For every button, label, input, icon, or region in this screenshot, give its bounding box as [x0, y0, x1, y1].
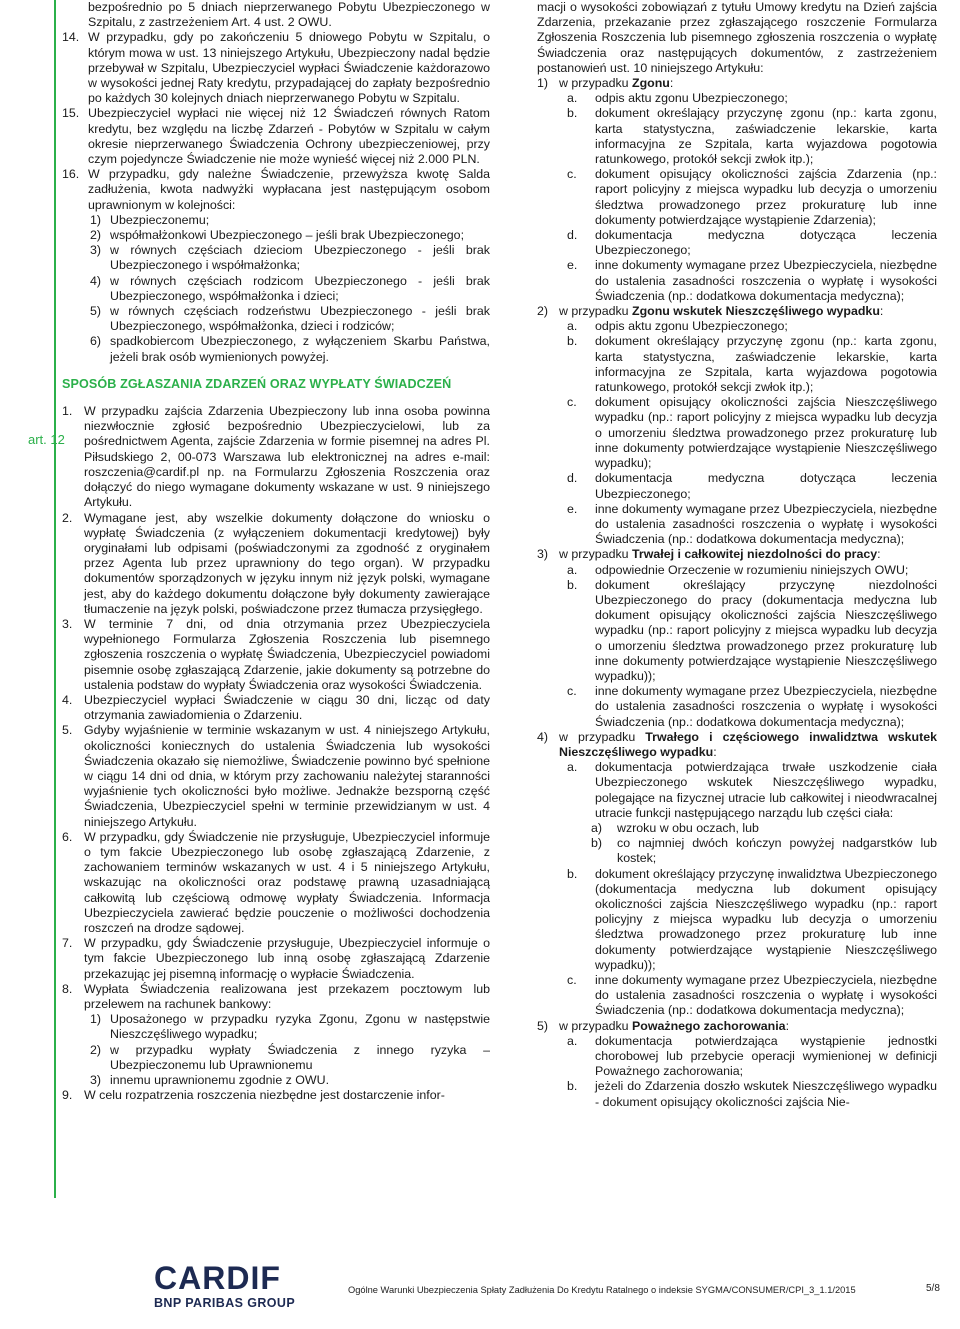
list-item: c. dokument opisujący okoliczności zajścia Nieszczęśliwego wypadku (np.: raport policyjny z miejsca wypadku lub decyzja o umorzeniu śledztwa prowadzonego przez prokuraturę lub inne dokumenty potwierdzające wystąpienie Nieszczęśliwego wypadku); [567, 395, 937, 471]
case-permanent-disability: 3) w przypadku Trwałej i całkowitej niezdolności do pracy: [537, 547, 881, 562]
section-heading: SPOSÓB ZGŁASZANIA ZDARZEŃ ORAZ WYPŁATY ŚWIADCZEŃ [62, 376, 452, 391]
case-partial-invalidity: 4) w przypadku Trwałego i częściowego inwalidztwa wskutek Nieszczęśliwego wypadku: [537, 729, 937, 759]
list-item: c. inne dokumenty wymagane przez Ubezpieczyciela, niezbędne do ustalenia zasadności roszczenia o wypłatę i wysokości Świadczenia (np.: dodatkowa dokumentacja medyczna); [567, 684, 937, 729]
paragraph-s1: 1. W przypadku zajścia Zdarzenia Ubezpieczony lub inna osoba powinna niezwłocznie zgłosić bezpośrednio Ubezpieczycielowi, lub za pośrednictwem Agenta, zajście Zdarzenia w formie pisemnej na adres Pl. Piłsudskiego 2, 00-073 Warszawa lub elektronicznej na adres e-mail: roszczenia@cardif.pl np. na Formularzu Zgłoszenia Roszczenia oraz dołączyć do niego wymagane dokumenty wskazane w ust. 9 niniejszego Artykułu. [62, 404, 490, 510]
article-margin-bar [54, 0, 56, 1198]
paragraph-s4: 4. Ubezpieczyciel wypłaci Świadczenie w ciągu 30 dni, licząc od daty otrzymania zawiadomienia o Zdarzeniu. [62, 692, 490, 723]
paragraph-14: 14. W przypadku, gdy po zakończeniu 5 dniowego Pobytu w Szpitalu, o którym mowa w ust. 13 niniejszego Artykułu, Ubezpieczony nadal będzie przebywał w Szpitalu, Ubezpieczyciel wypłaci Świadczenie każdorazowo w wysokości jednej Raty kredytu, przypadającej do zapłaty bezpośrednio po każdych 30 kolejnych dniach nieprzerwanego Pobytu w Szpitalu. [62, 30, 490, 106]
page-number: 5/8 [926, 1283, 940, 1294]
list-item: 1) Uposażonego w przypadku ryzyka Zgonu, Zgonu w następstwie Nieszczęśliwego wypadku; [90, 1012, 490, 1042]
list-item: a. odpis aktu zgonu Ubezpieczonego; [567, 91, 788, 106]
beneficiary-list [62, 213, 490, 365]
list-item: 4) w równych częściach rodzicom Ubezpieczonego - jeśli brak Ubezpieczonego, współmałżonka i dzieci; [90, 273, 490, 303]
list-item: e. inne dokumenty wymagane przez Ubezpieczyciela, niezbędne do ustalenia zasadności roszczenia o wypłatę i wysokości Świadczenia (np.: dodatkowa dokumentacja medyczna); [567, 501, 937, 547]
list-item: 3) innemu uprawnionemu zgodnie z OWU. [90, 1073, 330, 1088]
paragraph-s8: 8. Wypłata Świadczenia realizowana jest przekazem pocztowym lub przelewem na rachunek bankowy: [62, 981, 490, 1011]
case-permanent-disability-documents [537, 563, 937, 730]
case-serious-illness: 5) w przypadku Poważnego zachorowania: [537, 1018, 790, 1033]
cardif-logo: CARDIF BNP PARIBAS GROUP [154, 1260, 296, 1310]
list-item: e. inne dokumenty wymagane przez Ubezpieczyciela, niezbędne do ustalenia zasadności roszczenia o wypłatę i wysokości Świadczenia (np.: dodatkowa dokumentacja medyczna); [567, 258, 937, 303]
paragraph-13-continuation: bezpośrednio po 5 dniach nieprzerwanego Pobytu Ubezpieczonego w Szpitalu, z zastrzeżeniem Art. 4 ust. 2 OWU. [88, 0, 490, 30]
list-item: 5) w równych częściach rodzeństwu Ubezpieczonego - jeśli brak Ubezpieczonego, współmałżonka, dzieci i rodziców; [90, 304, 490, 334]
list-item: b. dokument określający przyczynę zgonu (np.: karta zgonu, karta statystyczna, zaświadczenie lekarskie, karta informacyjna ze Szpitala, karta wyjazdowa pogotowia ratunkowego, protokół sekcji zwłok itp.); [567, 334, 937, 395]
case-serious-illness-documents [537, 1034, 937, 1110]
left-column [62, 0, 490, 1103]
paragraph-s2: 2. Wymagane jest, aby wszelkie dokumenty dołączone do wniosku o wypłatę Świadczenia (z wyłączeniem dokumentacji kredytowej) były oryginałami lub odpisami (poświadczonymi za zgodność z oryginałem przez Agenta lub przez uprawniony do tego organ). W przypadku dokumentów sporządzonych w języku innym niż język polski, wymagane jest, aby do każdego dokumentu dołączone były dokumenty zawierające tłumaczenie na język polski, poświadczone przez tłumacza przysięgłego. [62, 510, 490, 616]
list-item: b. dokument określający przyczynę zgonu (np.: karta zgonu, karta statystyczna, zaświadczenie lekarskie, karta informacyjna ze Szpitala, karta wyjazdowa pogotowia ratunkowego, protokół sekcji zwłok itp.); [567, 106, 937, 167]
document-footer-title: Ogólne Warunki Ubezpieczenia Spłaty Zadłużenia Do Kredytu Ratalnego o indeksie SYGMA/CONSUMER/CPI_3_1.1/2015 [348, 1285, 856, 1295]
paragraph-s6: 6. W przypadku, gdy Świadczenie nie przysługuje, Ubezpieczyciel informuje o tym fakcie Ubezpieczonego lub osobę zgłaszającą Zdarzenie, z zachowaniem terminów wskazanych w ust. 4 i 5 niniejszego Artykułu, wskazując na okoliczności oraz podstawę prawną uzasadniającą całkowitą lub częściową odmowę wypłaty Świadczenia. Informacja Ubezpieczyciela zawierać będzie pouczenie o możliwości dochodzenia roszczeń na drodze sądowej. [62, 829, 490, 935]
list-item: 2) współmałżonkowi Ubezpieczonego – jeśli brak Ubezpieczonego; [90, 228, 465, 243]
paragraph-s7: 7. W przypadku, gdy Świadczenie przysługuje, Ubezpieczyciel informuje o tym fakcie Ubezpieczonego lub inną osobę zgłaszającą Zdarzenie przekazując jej pisemną informację o wypłacie Świadczenia. [62, 936, 490, 981]
list-item: b. jeżeli do Zdarzenia doszło wskutek Nieszczęśliwego wypadku - dokument opisujący okoliczności zajścia Nie- [567, 1079, 937, 1109]
case-partial-invalidity-item-b: b. dokument określający przyczynę inwalidztwa Ubezpieczonego (dokumentacja medyczna lub dokument opisujący okoliczności zajścia Nieszczęśliwego wypadku (np.: raport policyjny z miejsca wypadku lub decyzja o umorzeniu śledztwa prowadzonego przez prokuraturę lub inne dokumenty potwierdzające wystąpienie Nieszczęśliwego wypadku)); [567, 866, 937, 972]
list-item: a. odpis aktu zgonu Ubezpieczonego; [567, 319, 788, 334]
case-death: 1) w przypadku Zgonu: [537, 76, 674, 91]
case-accidental-death-documents [537, 319, 937, 547]
paragraph-s3: 3. W terminie 7 dni, od dnia otrzymania przez Ubezpieczyciela wypełnionego Formularza Zgłoszenia Roszczenia lub pisemnego zgłoszenia roszczenia o wypłatę Świadczenia, Ubezpieczyciel powiadomi pisemnie osobę zgłaszającą Zdarzenie, jakie dokumenty są potrzebne do ustalenia podstaw do wypłaty Świadczenia oraz wysokości Świadczenia. [62, 616, 490, 692]
case-partial-invalidity-item-a: a. dokumentacja potwierdzająca trwałe uszkodzenie ciała Ubezpieczonego wskutek Nieszczęśliwego wypadku, polegające na fizycznej utracie lub całkowitej i nieodwracalnej utracie funkcji następującego narządu lub części ciała: [567, 760, 937, 820]
list-item: d. dokumentacja medyczna dotycząca leczenia Ubezpieczonego; [567, 471, 937, 501]
paragraph-16: 16. W przypadku, gdy należne Świadczenie, przewyższa kwotę Salda zadłużenia, kwota nadwyżki wypłacana jest następującym osobom uprawnionym w kolejności: [62, 167, 490, 212]
invalidity-body-parts-list [537, 821, 937, 867]
article-label: art. 12 [28, 432, 65, 447]
list-item: d. dokumentacja medyczna dotycząca leczenia Ubezpieczonego; [567, 228, 937, 258]
paragraph-s5: 5. Gdyby wyjaśnienie w terminie wskazanym w ust. 4 niniejszego Artykułu, okoliczności koniecznych do ustalenia Świadczenia lub wysokości Świadczenia okazało się niemożliwe, Świadczenie powinno być spełnione w ciągu 14 dni od dnia, w którym przy zachowaniu należytej staranności wyjaśnienie tych okoliczności było możliwe. Jednakże bezsporną część Świadczenia, Ubezpieczyciel spełni w terminie przewidzianym w ust. 4 niniejszego Artykułu. [62, 723, 490, 829]
list-item: b) co najmniej dwóch kończyn powyżej nadgarstków lub kostek; [591, 836, 937, 866]
case-partial-invalidity-item-c: c. inne dokumenty wymagane przez Ubezpieczyciela, niezbędne do ustalenia zasadności roszczenia o wypłatę i wysokości Świadczenia (np.: dodatkowa dokumentacja medyczna); [567, 973, 937, 1018]
paragraph-s9: 9. W celu rozpatrzenia roszczenia niezbędne jest dostarczenie infor- [62, 1088, 445, 1103]
case-accidental-death: 2) w przypadku Zgonu wskutek Nieszczęśliwego wypadku: [537, 304, 884, 319]
list-item: c. dokument opisujący okoliczności zajścia Zdarzenia (np.: raport policyjny z miejsca wypadku lub decyzja o umorzeniu śledztwa prowadzonego przez prokuraturę lub inne dokumenty potwierdzające wystąpienie Zdarzenia); [567, 167, 937, 227]
list-item: 1) Ubezpieczonemu; [90, 212, 210, 227]
payment-recipient-list [62, 1012, 490, 1088]
list-item: a) wzroku w obu oczach, lub [591, 820, 759, 835]
paragraph-s9-continuation: macji o wysokości zobowiązań z tytułu Umowy kredytu na Dzień zajścia Zdarzenia, przekazanie przez zgłaszającego roszczenie Formularza Zgłoszenia Roszczenia lub pisemnego zgłoszenia roszczenia o wypłatę Świadczenia oraz następujących dokumentów, z zastrzeżeniem postanowień ust. 10 niniejszego Artykułu: [537, 0, 937, 75]
paragraph-15: 15. Ubezpieczyciel wypłaci nie więcej niż 12 Świadczeń równych Ratom kredytu, bez względu na liczbę Zdarzeń - Pobytów w Szpitalu w całym okresie nieprzerwanego Świadczenia Ochrony ubezpieczeniowej, przy czym pojedyncze Świadczenie nie może wynieść więcej niż 2.000 PLN. [62, 106, 490, 167]
case-death-documents [537, 91, 937, 304]
list-item: b. dokument określający przyczynę niezdolności Ubezpieczonego do pracy (dokumentacja medyczna lub dokument opisujący okoliczności zajścia Nieszczęśliwego wypadku (np.: raport policyjny z miejsca wypadku lub decyzja o umorzeniu śledztwa prowadzonego przez prokuraturę lub inne dokumenty potwierdzające wystąpienie Nieszczęśliwego wypadku)); [567, 577, 937, 683]
list-item: a. dokumentacja potwierdzająca wystąpienie jednostki chorobowej lub przebycie operacji wymienionej w definicji Poważnego zachorowania; [567, 1033, 937, 1079]
list-item: 6) spadkobiercom Ubezpieczonego, z wyłączeniem Skarbu Państwa, jeżeli brak osób wymienionych powyżej. [90, 334, 490, 364]
right-column [537, 0, 937, 1110]
list-item: 2) w przypadku wypłaty Świadczenia z innego ryzyka – Ubezpieczonemu lub Uprawnionemu [90, 1042, 490, 1072]
list-item: 3) w równych częściach dzieciom Ubezpieczonego - jeśli brak Ubezpieczonego i współmałżonka; [90, 243, 490, 273]
list-item: a. odpowiednie Orzeczenie w rozumieniu niniejszych OWU; [567, 562, 909, 577]
